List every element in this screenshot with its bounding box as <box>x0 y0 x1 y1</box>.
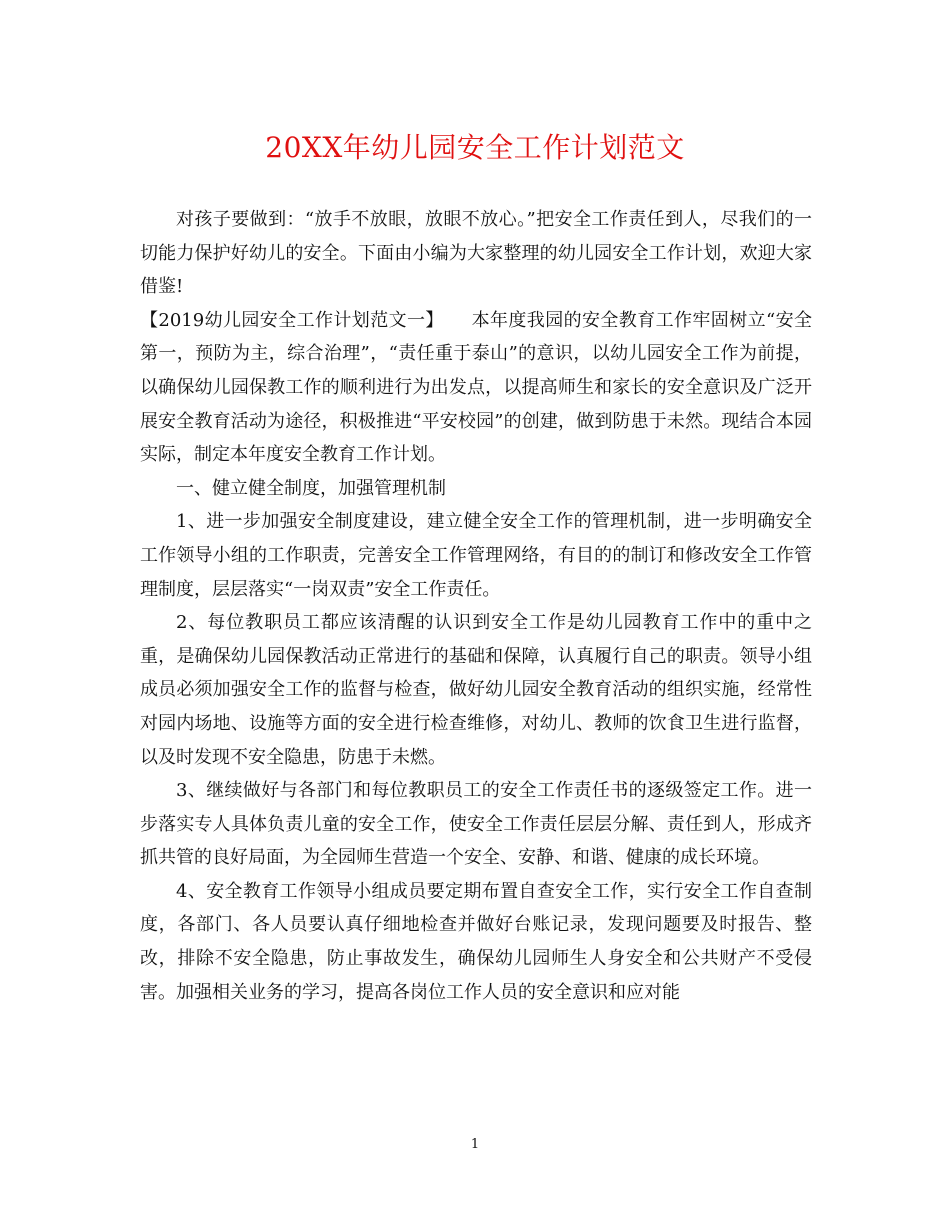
document-body <box>140 203 812 1009</box>
paragraph-item-4: 4、安全教育工作领导小组成员要定期布置自查安全工作，实行安全工作自查制度，各部门、各人员要认真仔细地检查并做好台账记录，发现问题要及时报告、整改，排除不安全隐患，防止事故发生，确保幼儿园师生人身安全和公共财产不受侵害。加强相关业务的学习，提高各岗位工作人员的安全意识和应对能 <box>140 880 812 1003</box>
page-number: 1 <box>470 1137 480 1152</box>
section-heading-system: 一、健立健全制度，加强管理机制 <box>176 477 446 499</box>
paragraph-plan-one-intro: 【2019幼儿园安全工作计划范文一】 本年度我园的安全教育工作牢固树立“安全第一，预防为主，综合治理”，“责任重于泰山”的意识，以幼儿园安全工作为前提，以确保幼儿园保教工作的顺利进行为出发点，以提高师生和家长的安全意识及广泛开展安全教育活动为途径，积极推进“平安校园”的创建，做到防患于未然。现结合本园实际，制定本年度安全教育工作计划。 <box>140 309 812 466</box>
paragraph-intro: 对孩子要做到：“放手不放眼，放眼不放心。”把安全工作责任到人，尽我们的一切能力保护好幼儿的安全。下面由小编为大家整理的幼儿园安全工作计划，欢迎大家借鉴! <box>140 209 812 298</box>
paragraph-item-1: 1、进一步加强安全制度建设，建立健全安全工作的管理机制，进一步明确安全工作领导小组的工作职责，完善安全工作管理网络，有目的的制订和修改安全工作管理制度，层层落实“一岗双责”安全工作责任。 <box>140 511 812 600</box>
paragraph-item-2: 2、每位教职员工都应该清醒的认识到安全工作是幼儿园教育工作中的重中之重，是确保幼儿园保教活动正常进行的基础和保障，认真履行自己的职责。领导小组成员必须加强安全工作的监督与检查，做好幼儿园安全教育活动的组织实施，经常性对园内场地、设施等方面的安全进行检查维修，对幼儿、教师的饮食卫生进行监督，以及时发现不安全隐患，防患于未燃。 <box>140 612 812 768</box>
document-title: 20XX年幼儿园安全工作计划范文 <box>265 131 685 164</box>
paragraph-item-3: 3、继续做好与各部门和每位教职员工的安全工作责任书的逐级签定工作。进一步落实专人具体负责儿童的安全工作，使安全工作责任层层分解、责任到人，形成齐抓共管的良好局面，为全园师生营造一个安全、安静、和谐、健康的成长环境。 <box>140 780 812 869</box>
